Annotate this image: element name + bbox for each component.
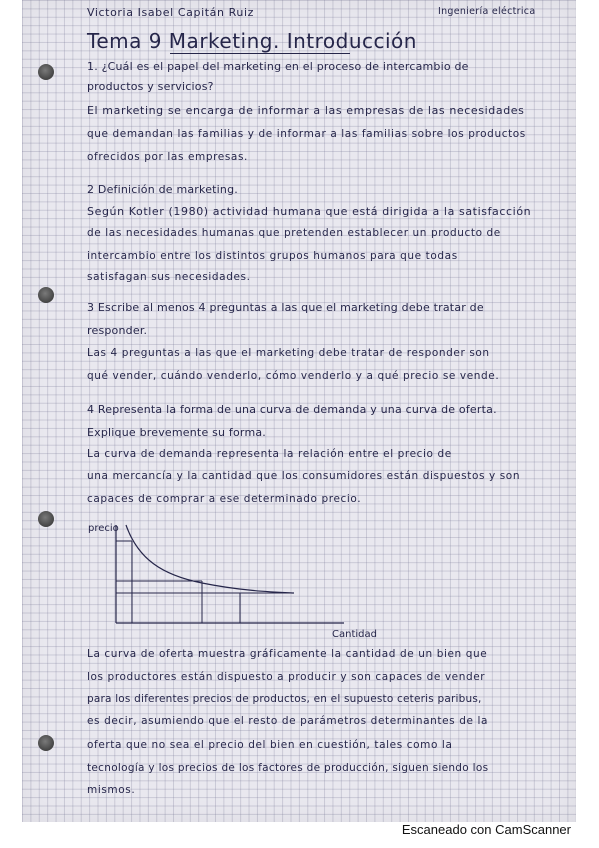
q1-answer-line-1: El marketing se encarga de informar a las empresas de las necesidades: [87, 104, 525, 117]
q4-answer2-line-1: La curva de oferta muestra gráficamente la cantidad de un bien que: [87, 648, 488, 660]
q4-answer-line-1: La curva de demanda representa la relación entre el precio de: [87, 448, 452, 460]
q2-answer-line-2: de las necesidades humanas que pretenden establecer un producto de: [87, 227, 501, 239]
q2-answer-line-4: satisfagan sus necesidades.: [87, 271, 251, 283]
q3-question-line-1: 3 Escribe al menos 4 preguntas a las que el marketing debe tratar de: [87, 301, 484, 314]
q4-answer2-line-2: los productores están dispuesto a producir y son capaces de vender: [87, 671, 486, 683]
q3-answer-line-2: qué vender, cuándo venderlo, cómo venderlo y a qué precio se vende.: [87, 370, 500, 382]
q4-answer2-line-7: mismos.: [87, 784, 136, 796]
demand-curve: [126, 525, 294, 593]
q4-answer-line-2: una mercancía y la cantidad que los consumidores están dispuestos y son: [87, 470, 521, 482]
q4-question-line-2: Explique brevemente su forma.: [87, 426, 266, 439]
title-underline: [170, 53, 350, 54]
q1-answer-line-3: ofrecidos por las empresas.: [87, 151, 248, 163]
q4-answer-line-3: capaces de comprar a ese determinado precio.: [87, 493, 362, 505]
binder-hole-icon: [38, 735, 54, 751]
q4-answer2-line-3: para los diferentes precios de productos, en el supuesto ceteris paribus,: [87, 693, 482, 705]
q2-answer-line-1: Según Kotler (1980) actividad humana que está dirigida a la satisfacción: [87, 205, 532, 218]
binder-hole-icon: [38, 64, 54, 80]
q3-answer-line-1: Las 4 preguntas a las que el marketing debe tratar de responder son: [87, 347, 490, 359]
q1-question-line-2: productos y servicios?: [87, 80, 214, 93]
degree-label: Ingeniería eléctrica: [438, 6, 536, 17]
binder-hole-icon: [38, 287, 54, 303]
notebook-page: [22, 0, 576, 822]
q1-answer-line-2: que demandan las familias y de informar a las familias sobre los productos: [87, 128, 526, 140]
scanner-watermark: Escaneado con CamScanner: [401, 822, 571, 837]
graph-y-label: precio: [88, 523, 119, 534]
q3-question-line-2: responder.: [87, 324, 148, 337]
student-name: Victoria Isabel Capitán Ruiz: [87, 6, 254, 19]
q2-answer-line-3: intercambio entre los distintos grupos humanos para que todas: [87, 250, 458, 262]
page-title: Tema 9 Marketing. Introducción: [87, 29, 417, 53]
q4-answer2-line-4: es decir, asumiendo que el resto de parámetros determinantes de la: [87, 715, 489, 727]
binder-hole-icon: [38, 511, 54, 527]
demand-curve-graph: [82, 515, 382, 640]
q4-answer2-line-5: oferta que no sea el precio del bien en cuestión, tales como la: [87, 739, 453, 751]
q1-question-line-1: 1. ¿Cuál es el papel del marketing en el proceso de intercambio de: [87, 60, 469, 73]
q4-question-line-1: 4 Representa la forma de una curva de demanda y una curva de oferta.: [87, 403, 497, 416]
graph-x-label: Cantidad: [332, 629, 377, 640]
q4-answer2-line-6: tecnología y los precios de los factores de producción, siguen siendo los: [87, 762, 489, 774]
q2-question: 2 Definición de marketing.: [87, 183, 238, 196]
